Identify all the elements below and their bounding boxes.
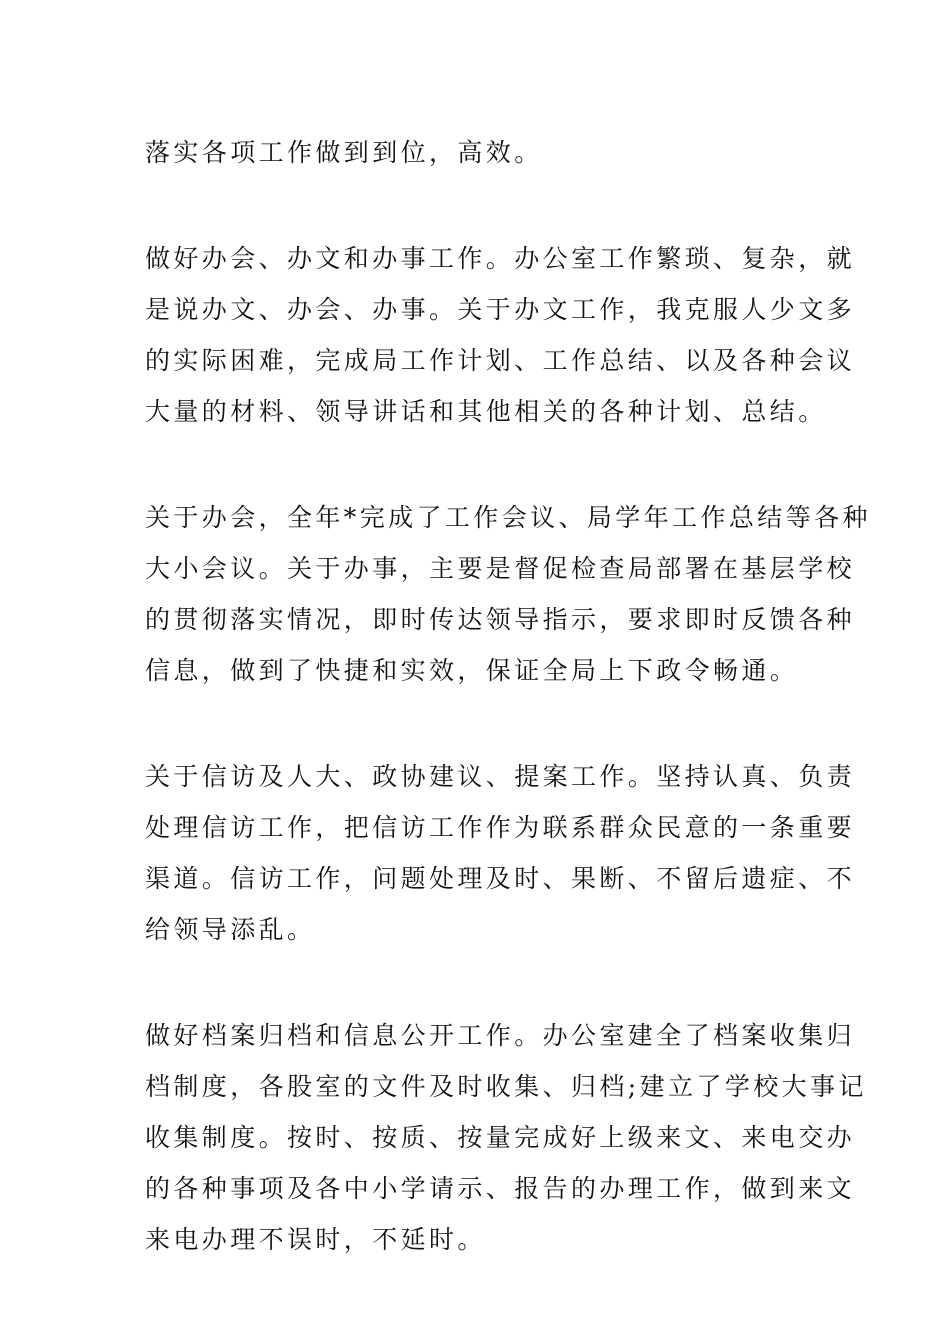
text-line: 做好办会、办文和办事工作。办公室工作繁琐、复杂，就: [145, 244, 856, 273]
text-line: 的实际困难，完成局工作计划、工作总结、以及各种会议: [145, 346, 856, 375]
text-line: 关于信访及人大、政协建议、提案工作。坚持认真、负责: [145, 762, 856, 791]
paragraph-4: [145, 751, 856, 955]
text-line: 处理信访工作，把信访工作作为联系群众民意的一条重要: [145, 813, 856, 842]
text-line: 做好档案归档和信息公开工作。办公室建全了档案收集归: [145, 1021, 856, 1050]
text-line: 的各种事项及各中小学请示、报告的办理工作，做到来文: [145, 1174, 856, 1203]
text-line: 落实各项工作做到到位，高效。: [145, 138, 543, 167]
text-line: 大量的材料、领导讲话和其他相关的各种计划、总结。: [145, 397, 827, 426]
paragraph-1: [145, 127, 810, 178]
text-line: 档制度，各股室的文件及时收集、归档;建立了学校大事记: [145, 1072, 867, 1101]
document-body: [145, 127, 871, 1320]
paragraph-2: [145, 233, 856, 437]
text-line: 信息，做到了快捷和实效，保证全局上下政令畅通。: [145, 656, 799, 685]
text-line: 收集制度。按时、按质、按量完成好上级来文、来电交办: [145, 1123, 856, 1152]
text-line: 关于办会，全年*完成了工作会议、局学年工作总结等各种: [145, 503, 871, 532]
text-line: 给领导添乱。: [145, 915, 316, 944]
text-line: 渠道。信访工作，问题处理及时、果断、不留后遗症、不: [145, 864, 856, 893]
text-line: 来电办理不误时，不延时。: [145, 1225, 486, 1254]
paragraph-3: [145, 492, 871, 696]
text-line: 的贯彻落实情况，即时传达领导指示，要求即时反馈各种: [145, 605, 856, 634]
text-line: 是说办文、办会、办事。关于办文工作，我克服人少文多: [145, 295, 856, 324]
text-line: 大小会议。关于办事，主要是督促检查局部署在基层学校: [145, 554, 856, 583]
paragraph-5: [145, 1010, 867, 1265]
